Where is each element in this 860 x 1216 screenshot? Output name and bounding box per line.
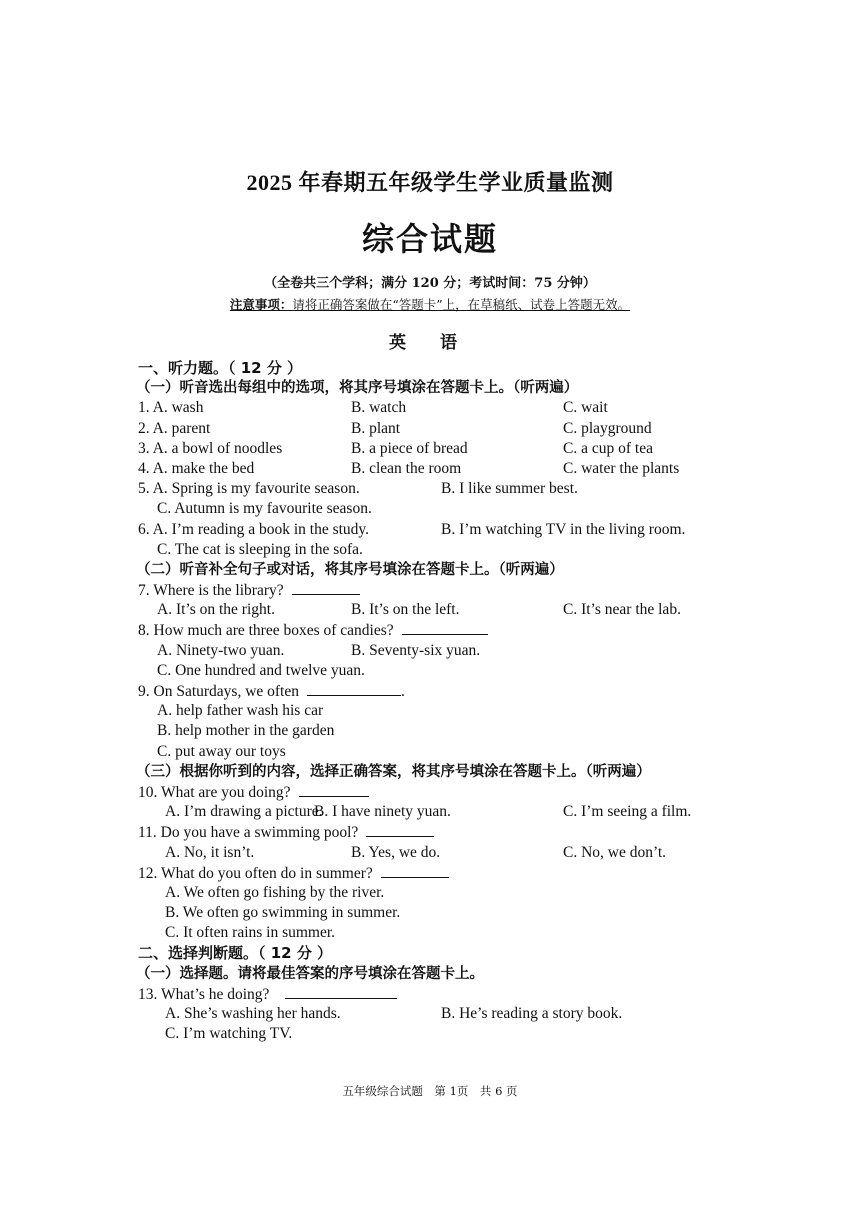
section-heading: 二、选择判断题。（ 12 分 ） [138, 944, 333, 963]
question-row [138, 661, 738, 681]
option-a: A. I’m drawing a picture. [165, 803, 323, 821]
exam-info: （全卷共三个学科；满分 120 分；考试时间：75 分钟） [264, 276, 596, 291]
question-row [138, 398, 738, 418]
option-c: C. wait [563, 399, 608, 417]
option-b: B. I have ninety yuan. [314, 803, 451, 821]
question-row [138, 540, 738, 560]
question-stem [138, 822, 738, 842]
option-b: B. Yes, we do. [351, 843, 441, 861]
question-stem [138, 863, 738, 883]
question-row [138, 843, 738, 863]
option-b: B. plant [351, 419, 401, 437]
notice [0, 295, 860, 313]
option-c: C. I’m watching TV. [165, 1025, 293, 1043]
option-c: C. Autumn is my favourite season. [157, 500, 372, 518]
stem-text: 9. On Saturdays, we often [138, 683, 299, 700]
answer-blank [366, 822, 434, 837]
notice-label: 注意事项： [229, 297, 293, 312]
option-c: C. a cup of tea [563, 439, 653, 457]
question-row [138, 459, 738, 479]
option-a: 4. A. make the bed [138, 459, 255, 477]
question-row [138, 499, 738, 519]
question-row [138, 903, 738, 923]
option-c: C. The cat is sleeping in the sofa. [157, 540, 363, 558]
option-b: B. Seventy-six yuan. [351, 641, 481, 659]
part-instruction: （三）根据你听到的内容，选择正确答案，将其序号填涂在答题卡上。（听两遍） [136, 763, 651, 780]
option-a: A. Ninety-two yuan. [157, 641, 285, 659]
option-c: C. One hundred and twelve yuan. [157, 661, 365, 679]
answer-blank [307, 681, 401, 696]
question-row [138, 600, 738, 620]
stem-text: 13. What’s he doing? [138, 985, 270, 1003]
option-b: B. He’s reading a story book. [441, 1005, 623, 1022]
question-row [138, 923, 738, 943]
question-stem [138, 782, 738, 802]
option-b: B. clean the room [351, 459, 462, 477]
main-title: 综合试题 [361, 220, 498, 258]
option-c: C. water the plants [563, 459, 680, 477]
answer-blank [381, 863, 449, 878]
subject-heading: 英 语 [389, 333, 471, 353]
question-row [138, 1024, 738, 1044]
question-row [138, 520, 738, 540]
part-instruction: （二）听音补全句子或对话，将其序号填涂在答题卡上。（听两遍） [136, 561, 564, 578]
section-heading: 一、听力题。（ 12 分 ） [138, 359, 303, 377]
option-a: 6. A. I’m reading a book in the study. [138, 520, 370, 538]
stem-end: . [401, 683, 405, 700]
part-instruction: （一）选择题。请将最佳答案的序号填涂在答题卡上。 [136, 965, 484, 982]
question-row [138, 641, 738, 661]
option-b: B. I like summer best. [441, 480, 578, 498]
question-content [138, 358, 738, 1044]
option-a: A. It’s on the right. [157, 601, 275, 619]
question-row [138, 883, 738, 903]
answer-blank [299, 782, 369, 797]
question-stem [138, 984, 738, 1004]
question-stem [138, 580, 738, 600]
option-c: C. It’s near the lab. [563, 601, 681, 619]
option-c: C. playground [563, 419, 652, 437]
answer-blank [402, 620, 488, 635]
question-row [138, 802, 738, 822]
option-c: C. I’m seeing a film. [563, 803, 692, 821]
question-row [138, 439, 738, 459]
stem-text: 12. What do you often do in summer? [138, 864, 373, 882]
question-row [138, 479, 738, 499]
answer-blank [292, 580, 360, 595]
answer-blank [285, 984, 397, 999]
option-a: 3. A. a bowl of noodles [138, 439, 283, 457]
stem-text: 7. Where is the library? [138, 582, 284, 600]
question-stem [138, 681, 738, 701]
option-b: B. a piece of bread [351, 439, 468, 457]
stem-text: 10. What are you doing? [138, 783, 291, 801]
part-instruction: （一）听音选出每组中的选项，将其序号填涂在答题卡上。（听两遍） [136, 380, 579, 397]
option-b: B. I’m watching TV in the living room. [441, 520, 686, 538]
option-c: C. It often rains in summer. [165, 924, 336, 942]
notice-text: 请将正确答案做在“答题卡”上，在草稿纸、试卷上答题无效。 [292, 297, 631, 312]
option-b: B. watch [351, 399, 407, 417]
option-a: A. help father wash his car [157, 702, 324, 720]
option-b: B. help mother in the garden [157, 722, 335, 740]
option-a: 1. A. wash [138, 399, 204, 417]
option-a: 5. A. Spring is my favourite season. [138, 480, 360, 498]
page-footer: 五年级综合试题 第 1页 共 6 页 [342, 1084, 518, 1098]
option-c: C. put away our toys [157, 742, 286, 760]
question-row [138, 701, 738, 721]
question-stem [138, 620, 738, 640]
option-b: B. We often go swimming in summer. [165, 904, 401, 922]
exam-title: 2025 年春期五年级学生学业质量监测 [246, 170, 614, 195]
option-a: 2. A. parent [138, 419, 211, 437]
question-row [138, 1004, 738, 1024]
option-a: A. She’s washing her hands. [165, 1005, 341, 1022]
option-a: A. No, it isn’t. [165, 843, 255, 861]
stem-text: 8. How much are three boxes of candies? [138, 622, 394, 640]
option-b: B. It’s on the left. [351, 601, 460, 619]
stem-text: 11. Do you have a swimming pool? [138, 824, 359, 842]
question-row [138, 721, 738, 741]
question-row [138, 742, 738, 762]
question-row [138, 419, 738, 439]
option-a: A. We often go fishing by the river. [165, 883, 385, 901]
option-c: C. No, we don’t. [563, 843, 667, 861]
